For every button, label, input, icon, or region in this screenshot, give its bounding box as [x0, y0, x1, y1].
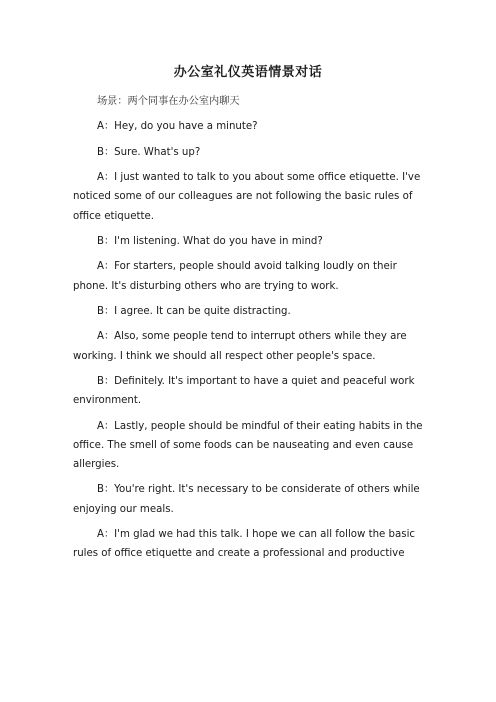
- dialogue-line: B：You're right. It's necessary to be considerate of others while: [97, 484, 420, 496]
- scene-line: 场景：两个同事在办公室内聊天: [97, 96, 240, 107]
- dialogue-line: enjoying our meals.: [73, 503, 174, 515]
- dialogue-line: A：Also, some people tend to interrupt others while they are: [97, 331, 407, 343]
- document-body: [73, 92, 423, 563]
- dialogue-line: environment.: [73, 395, 142, 407]
- dialogue-line: A：I'm glad we had this talk. I hope we can all follow the basic: [97, 528, 415, 540]
- dialogue-line: A：For starters, people should avoid talking loudly on their: [97, 261, 397, 273]
- dialogue-line: B：Definitely. It's important to have a quiet and peaceful work: [97, 375, 415, 387]
- dialogue: [73, 117, 423, 563]
- dialogue-line: allergies.: [73, 458, 120, 470]
- dialogue-line: A：I just wanted to talk to you about some office etiquette. I've: [97, 172, 421, 184]
- dialogue-line: A：Hey, do you have a minute?: [97, 121, 258, 133]
- dialogue-line: phone. It's disturbing others who are trying to work.: [73, 280, 339, 292]
- dialogue-line: office. The smell of some foods can be nauseating and even cause: [73, 439, 414, 451]
- dialogue-line: A：Lastly, people should be mindful of their eating habits in the: [97, 420, 423, 432]
- dialogue-line: B：I agree. It can be quite distracting.: [97, 305, 291, 317]
- dialogue-line: B：I'm listening. What do you have in mind?: [97, 235, 323, 247]
- dialogue-line: office etiquette.: [73, 210, 154, 222]
- dialogue-line: B：Sure. What's up?: [97, 146, 201, 158]
- dialogue-line: working. I think we should all respect other people's space.: [73, 350, 376, 362]
- document-title: 办公室礼仪英语情景对话: [173, 65, 323, 80]
- dialogue-line: noticed some of our colleagues are not following the basic rules of: [73, 191, 413, 203]
- dialogue-line: rules of office etiquette and create a professional and productive: [73, 548, 405, 560]
